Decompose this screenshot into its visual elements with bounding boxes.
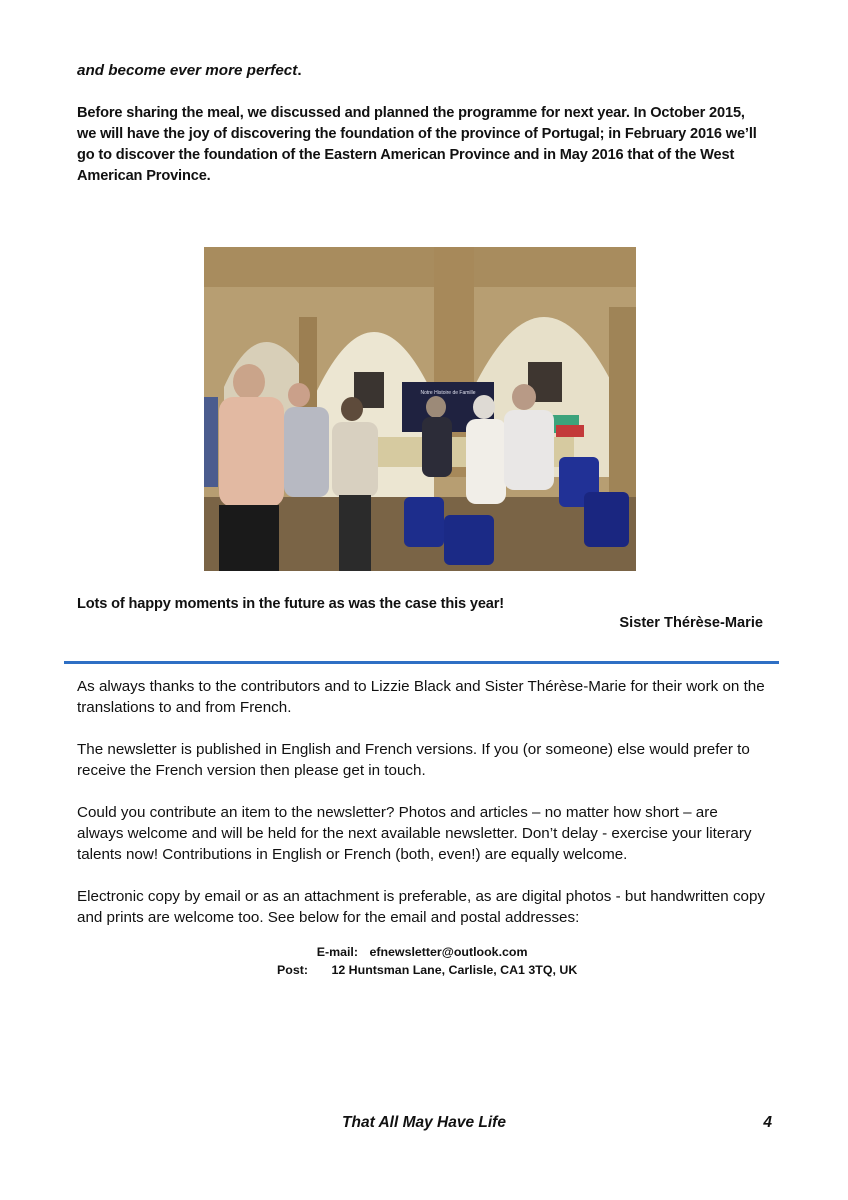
photo-poster-text: Notre Histoire de Famille — [420, 390, 476, 396]
thanks-paragraph: As always thanks to the contributors and to Lizzie Black and Sister Thérèse-Marie for their work on the translations to and from French. — [77, 678, 765, 716]
electronic-paragraph: Electronic copy by email or as an attachment is preferable, as are digital photos - but handwritten copy and prints are welcome too. See below for the email and postal addresses: — [77, 888, 766, 926]
post-label: Post: — [277, 963, 308, 977]
post-value: 12 Huntsman Lane, Carlisle, CA1 3TQ, UK — [331, 963, 578, 977]
contact-email-row — [0, 943, 848, 961]
happy-moments-paragraph: Lots of happy moments in the future as was the case this year! — [77, 596, 504, 612]
gathering-photo — [204, 247, 636, 571]
contribute-paragraph: Could you contribute an item to the newsletter? Photos and articles – no matter how short – are always welcome and will be held for the next available newsletter. Don’t delay - exercise your literary talents now! Contributions in English or French (both, even!) are equally welcome. — [77, 804, 752, 863]
page-number: 4 — [763, 1114, 772, 1131]
intro-line — [77, 62, 302, 79]
footer-title: That All May Have Life — [342, 1114, 506, 1131]
signature: Sister Thérèse-Marie — [619, 615, 763, 631]
versions-paragraph: The newsletter is published in English and French versions. If you (or someone) else would prefer to receive the French version then please get in touch. — [77, 741, 750, 779]
email-label: E-mail: — [316, 945, 358, 959]
contact-post-row — [0, 961, 848, 979]
intro-italic-text: and become ever more perfect — [77, 62, 298, 79]
intro-period: . — [297, 62, 302, 79]
section-divider — [64, 661, 779, 664]
email-value[interactable]: efnewsletter@outlook.com — [369, 945, 528, 959]
programme-paragraph: Before sharing the meal, we discussed and planned the programme for next year. In October 2015, we will have the joy of discovering the foundation of the province of Portugal; in February 2016 we’ll go to discover the foundation of the Eastern American Province and in May 2016 that of the West American Province. — [77, 105, 757, 184]
